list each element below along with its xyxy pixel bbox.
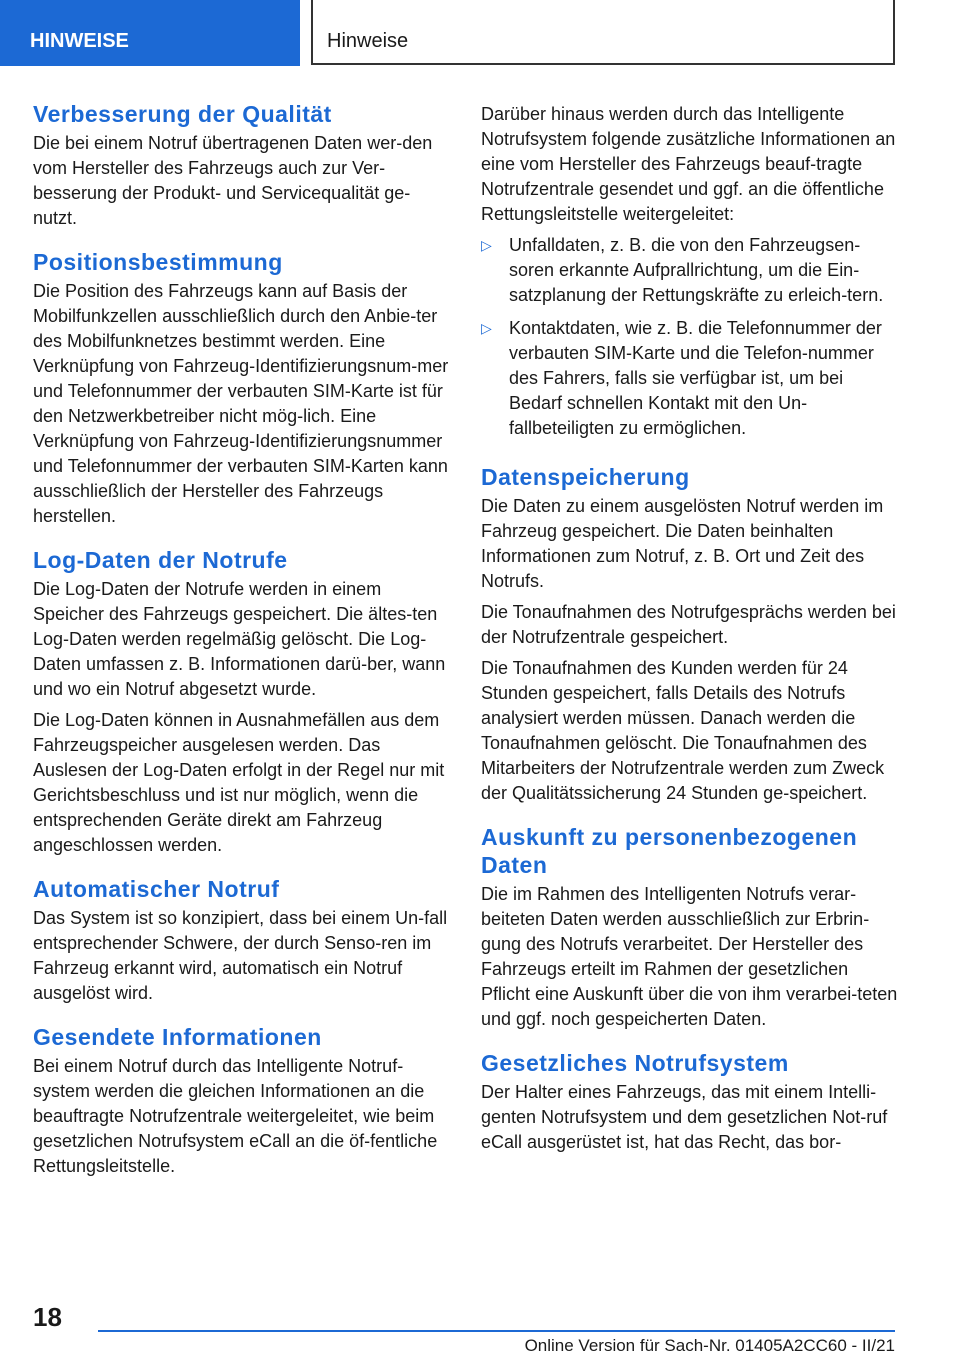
paragraph: Der Halter eines Fahrzeugs, das mit einem Intelli-genten Notrufsystem und dem gesetzlichen Not-ruf eCall ausgerüstet ist, hat das Recht, das bor- [481,1082,888,1152]
section-heading: Log-Daten der Notrufe [33,547,288,573]
paragraph: Die Position des Fahrzeugs kann auf Basis der Mobilfunkzellen ausschließlich durch den Anbie-ter des Mobilfunknetzes bestimmt werden. Eine Verknüpfung von Fahrzeug-Identifizierungsnum-mer und Telefonnummer der verbauten SIM-Karte ist für den Netzwerkbetreiber nicht mög-lich. Eine Verknüpfung von Fahrzeug-Identifizierungsnummer und Telefonnummer der verbauten SIM-Karten kann ausschließlich der Hersteller des Fahrzeugs herstellen. [33,281,449,526]
paragraph: Die Tonaufnahmen des Notrufgesprächs werden bei der Notrufzentrale gespeichert. [481,602,896,647]
paragraph: Die Log-Daten der Notrufe werden in einem Speicher des Fahrzeugs gespeichert. Die ältes-ten Log-Daten werden regelmäßig gelöscht. Die Log-Daten umfassen z. B. Informationen darü-ber, wann und wo ein Notruf abgesetzt wurde. [33,579,446,699]
list-item-text: Unfalldaten, z. B. die von den Fahrzeugsen-soren erkannte Aufprallrichtung, um die Ein-satzplanung der Rettungskräfte zu erleich-tern. [509,235,884,305]
page-section-title: Hinweise [311,0,895,65]
section-positioning [33,248,453,529]
triangle-bullet-icon: ▷ [481,320,492,336]
section-heading: Gesetzliches Notrufsystem [481,1050,789,1076]
section-sent-information [33,1023,453,1179]
list-item [481,233,901,308]
list-item-text: Kontaktdaten, wie z. B. die Telefonnummer der verbauten SIM-Karte und die Telefon-nummer des Fahrers, falls sie verfügbar ist, um bei Bedarf schnellen Kontakt mit den Un-fallbeteiligten zu ermöglichen. [509,318,882,438]
section-heading: Auskunft zu personenbezogenen Daten [481,824,858,878]
section-heading: Verbesserung der Qualität [33,101,332,127]
paragraph: Die Daten zu einem ausgelösten Notruf werden im Fahrzeug gespeichert. Die Daten beinhalten Informationen zum Notruf, z. B. Ort und Zeit des Notrufs. [481,496,884,591]
section-heading: Automatischer Notruf [33,876,280,902]
paragraph: Das System ist so konzipiert, dass bei einem Un-fall entsprechender Schwere, der durch Senso-ren im Fahrzeug erkannt wird, automatisch ein Notruf ausgelöst wird. [33,908,448,1003]
paragraph: Die im Rahmen des Intelligenten Notrufs verar-beiteten Daten werden ausschließlich zur Erbrin-gung des Notrufs verarbeitet. Der Hersteller des Fahrzeugs erteilt im Rahmen der gesetzlichen Pflicht eine Auskunft über die von ihm verarbei-teten und ggf. noch gespeicherten Daten. [481,884,898,1029]
section-quality [33,100,453,231]
footer-divider [98,1330,895,1332]
page-number: 18 [33,1302,62,1332]
left-column [33,100,453,1196]
paragraph: Die Log-Daten können in Ausnahmefällen aus dem Fahrzeugspeicher ausgelesen werden. Das Auslesen der Log-Daten erfolgt in der Regel nur mit Gerichtsbeschluss und ist nur möglich, wenn die entsprechenden Geräte direkt am Fahrzeug angeschlossen werden. [33,710,445,855]
paragraph: Die bei einem Notruf übertragenen Daten wer-den vom Hersteller des Fahrzeugs auch zur Ver-besserung der Produkt- und Servicequalität ge-nutzt. [33,133,433,228]
intro-paragraph: Darüber hinaus werden durch das Intelligente Notrufsystem folgende zusätzliche Informationen an eine vom Hersteller des Fahrzeugs beauf-tragte Notrufzentrale gesendet und ggf. an die öffentliche Rettungsleitstelle weitergeleitet: [481,104,896,224]
triangle-bullet-icon: ▷ [481,237,492,253]
section-legal-emergency [481,1049,901,1155]
section-data-storage [481,463,901,806]
list-item [481,316,901,441]
section-heading: Gesendete Informationen [33,1024,322,1050]
paragraph: Die Tonaufnahmen des Kunden werden für 24 Stunden gespeichert, falls Details des Notrufs analysiert werden müssen. Danach werden die Tonaufnahmen gelöscht. Die Tonaufnahmen des Mitarbeiters der Notrufzentrale werden zum Zweck der Qualitätssicherung 24 Stunden ge-speichert. [481,658,885,803]
chapter-tab: HINWEISE [0,0,300,66]
paragraph: Bei einem Notruf durch das Intelligente Notruf-system werden die gleichen Informationen an die beauftragte Notrufzentrale weitergeleitet, wie beim gesetzlichen Notrufsystem eCall an die öf-fentliche Rettungsleitstelle. [33,1056,438,1176]
section-heading: Positionsbestimmung [33,249,283,275]
section-heading: Datenspeicherung [481,464,690,490]
right-column [481,102,901,1172]
section-personal-data [481,823,901,1032]
section-automatic-call [33,875,453,1006]
section-log-data [33,546,453,858]
info-list [481,233,901,441]
footer-text: Online Version für Sach-Nr. 01405A2CC60 - II/21 [524,1336,895,1355]
